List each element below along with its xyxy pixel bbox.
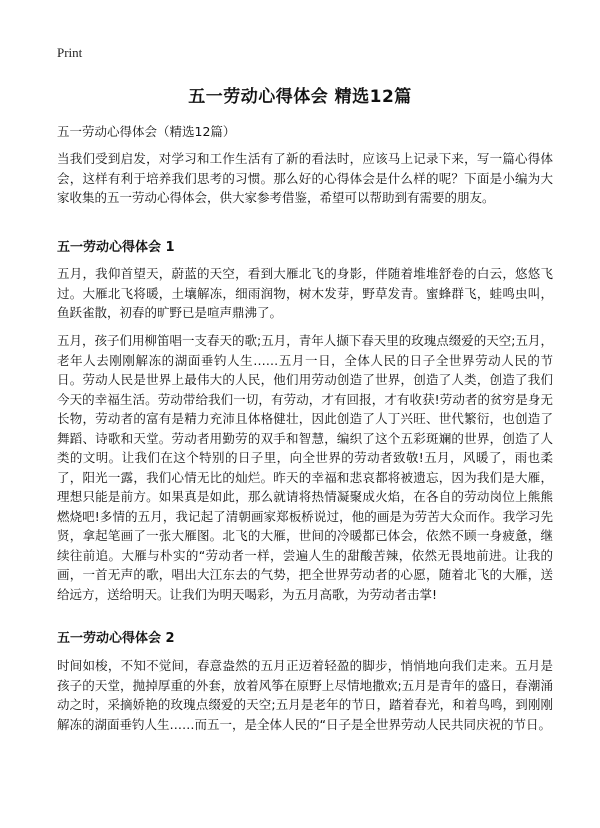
section-2-paragraph-1: 时间如梭，不知不觉间，春意盎然的五月正迈着轻盈的脚步，悄悄地向我们走来。五月是孩子的天堂，抛掉厚重的外套，放着风筝在原野上尽情地撒欢;五月是青年的盛日，春潮涌动之时，采摘娇艳的玫瑰点缀爱的天空;五月是老年的节日，踏着春光，和着鸟鸣，到刚刚解冻的湖面垂钓人生……而五一，是全体人民的“日子是全世界劳动人民共同庆祝的节日。 (57, 658, 553, 732)
document-subtitle: 五一劳动心得体会（精选12篇） (57, 124, 236, 139)
document-title: 五一劳动心得体会 精选12篇 (188, 87, 412, 107)
print-link[interactable]: Print (57, 45, 83, 60)
intro-paragraph: 当我们受到启发，对学习和工作生活有了新的看法时，应该马上记录下来，写一篇心得体会，这样有利于培养我们思考的习惯。那么好的心得体会是什么样的呢？下面是小编为大家收集的五一劳动心得体会，供大家参考借鉴，希望可以帮助到有需要的朋友。 (57, 151, 553, 205)
section-heading-1: 五一劳动心得体会 1 (57, 240, 175, 255)
section-1-paragraph-2: 五月，孩子们用柳笛唱一支春天的歌;五月，青年人撷下春天里的玫瑰点缀爱的天空;五月，老年人去刚刚解冻的湖面垂钓人生……五月一日，全体人民的日子全世界劳动人民的节日。劳动人民是世界上最伟大的人民，他们用劳动创造了世界，创造了人类，创造了我们今天的幸福生活。劳动带给我们一切，有劳动，才有回报，才有收获!劳动者的贫穷是身无长物，劳动者的富有是精力充沛且体格健壮，因此创造了人丁兴旺、世代繁衍，也创造了舞蹈、诗歌和天堂。劳动者用勤劳的双手和智慧，编织了这个五彩斑斓的世界，创造了人类的文明。让我们在这个特别的日子里，向全世界的劳动者致敬!五月，风暖了，雨也柔了，阳光一露，我们心情无比的灿烂。昨天的幸福和悲哀都将被遗忘，因为我们是大雁，理想只能是前方。如果真是如此，那么就请将热情凝聚成火焰，在各自的劳动岗位上熊熊燃烧吧!多情的五月，我记起了清朝画家郑板桥说过，他的画是为劳苦大众而作。我学习先贤，拿起笔画了一张大雁图。北飞的大雁，世间的冷暖都已体会，依然不顾一身疲惫，继续往前追。大雁与朴实的“劳动者一样，尝遍人生的甜酸苦辣，依然无畏地前进。让我的画，一首无声的歌，唱出大江东去的气势，把全世界劳动者的心愿，随着北飞的大雁，送给远方，送给明天。让我们为明天喝彩，为五月高歌，为劳动者击掌! (57, 333, 553, 602)
section-1-paragraph-1: 五月，我仰首望天，蔚蓝的天空，看到大雁北飞的身影，伴随着堆堆舒卷的白云，悠悠飞过。大雁北飞将暖，土壤解冻，细雨润物，树木发芽，野草发青。蜜蜂群飞，蛙鸣虫叫，鱼跃雀散，初春的旷野已是喧声鼎沸了。 (57, 266, 553, 320)
section-heading-2: 五一劳动心得体会 2 (57, 631, 175, 646)
